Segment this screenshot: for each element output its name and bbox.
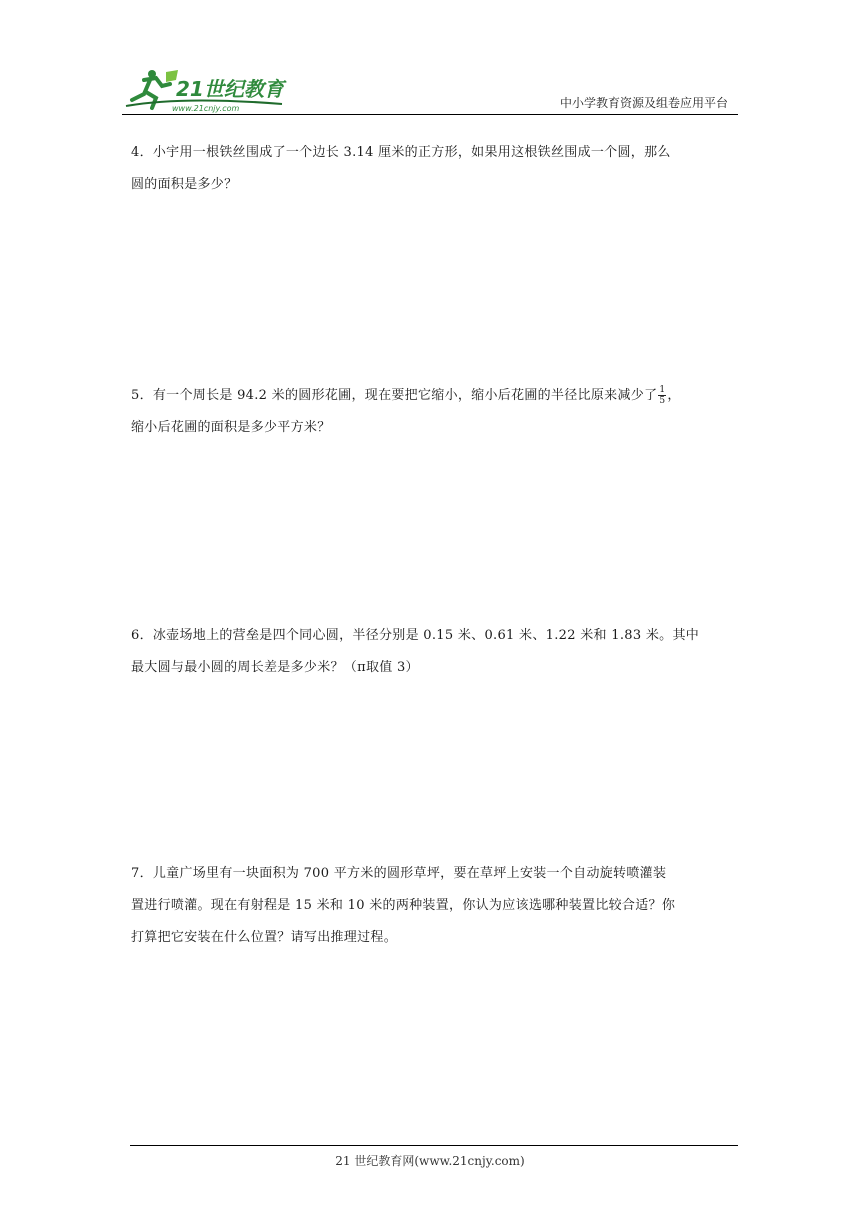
footer-link[interactable]: 21 世纪教育网(www.21cnjy.com) [335,1154,525,1168]
logo-url: www.21cnjy.com [172,104,240,113]
question-4-line-2: 圆的面积是多少？ [131,177,238,192]
question-7-line-1: 7．儿童广场里有一块面积为 700 平方米的圆形草坪，要在草坪上安装一个自动旋转喷灌装 [131,866,667,881]
page-header [122,66,738,120]
fraction-denominator: 5 [659,396,666,406]
question-4 [131,137,731,201]
runner-logo-icon [122,66,292,114]
question-7-line-2: 置进行喷灌。现在有射程是 15 米和 10 米的两种装置，你认为应该选哪种装置比较合适？你 [131,898,676,913]
question-5 [131,380,731,444]
logo-text: 21世纪教育 [176,77,284,101]
question-7-line-3: 打算把它安装在什么位置？请写出推理过程。 [131,930,398,945]
question-6-line-2: 最大圆与最小圆的周长差是多少米？（π取值 3） [131,660,419,675]
question-6 [131,620,731,684]
platform-label: 中小学教育资源及组卷应用平台 [559,96,728,110]
question-4-line-1: 4．小宇用一根铁丝围成了一个边长 3.14 厘米的正方形，如果用这根铁丝围成一个圆，那么 [131,145,671,160]
question-5-line-2: 缩小后花圃的面积是多少平方米？ [131,420,331,435]
question-6-line-1: 6．冰壶场地上的营垒是四个同心圆，半径分别是 0.15 米、0.61 米、1.22 米和 1.83 米。其中 [131,628,700,643]
question-5-comma: ， [667,388,681,403]
fraction-one-fifth [658,385,666,406]
question-7 [131,858,731,954]
site-logo[interactable] [122,66,292,114]
question-5-text: 5．有一个周长是 94.2 米的圆形花圃，现在要把它缩小，缩小后花圃的半径比原来减少了 [131,388,658,403]
fraction-numerator: 1 [659,385,666,395]
header-divider [122,114,738,115]
footer-divider [130,1145,738,1146]
question-5-line-1 [131,380,731,412]
